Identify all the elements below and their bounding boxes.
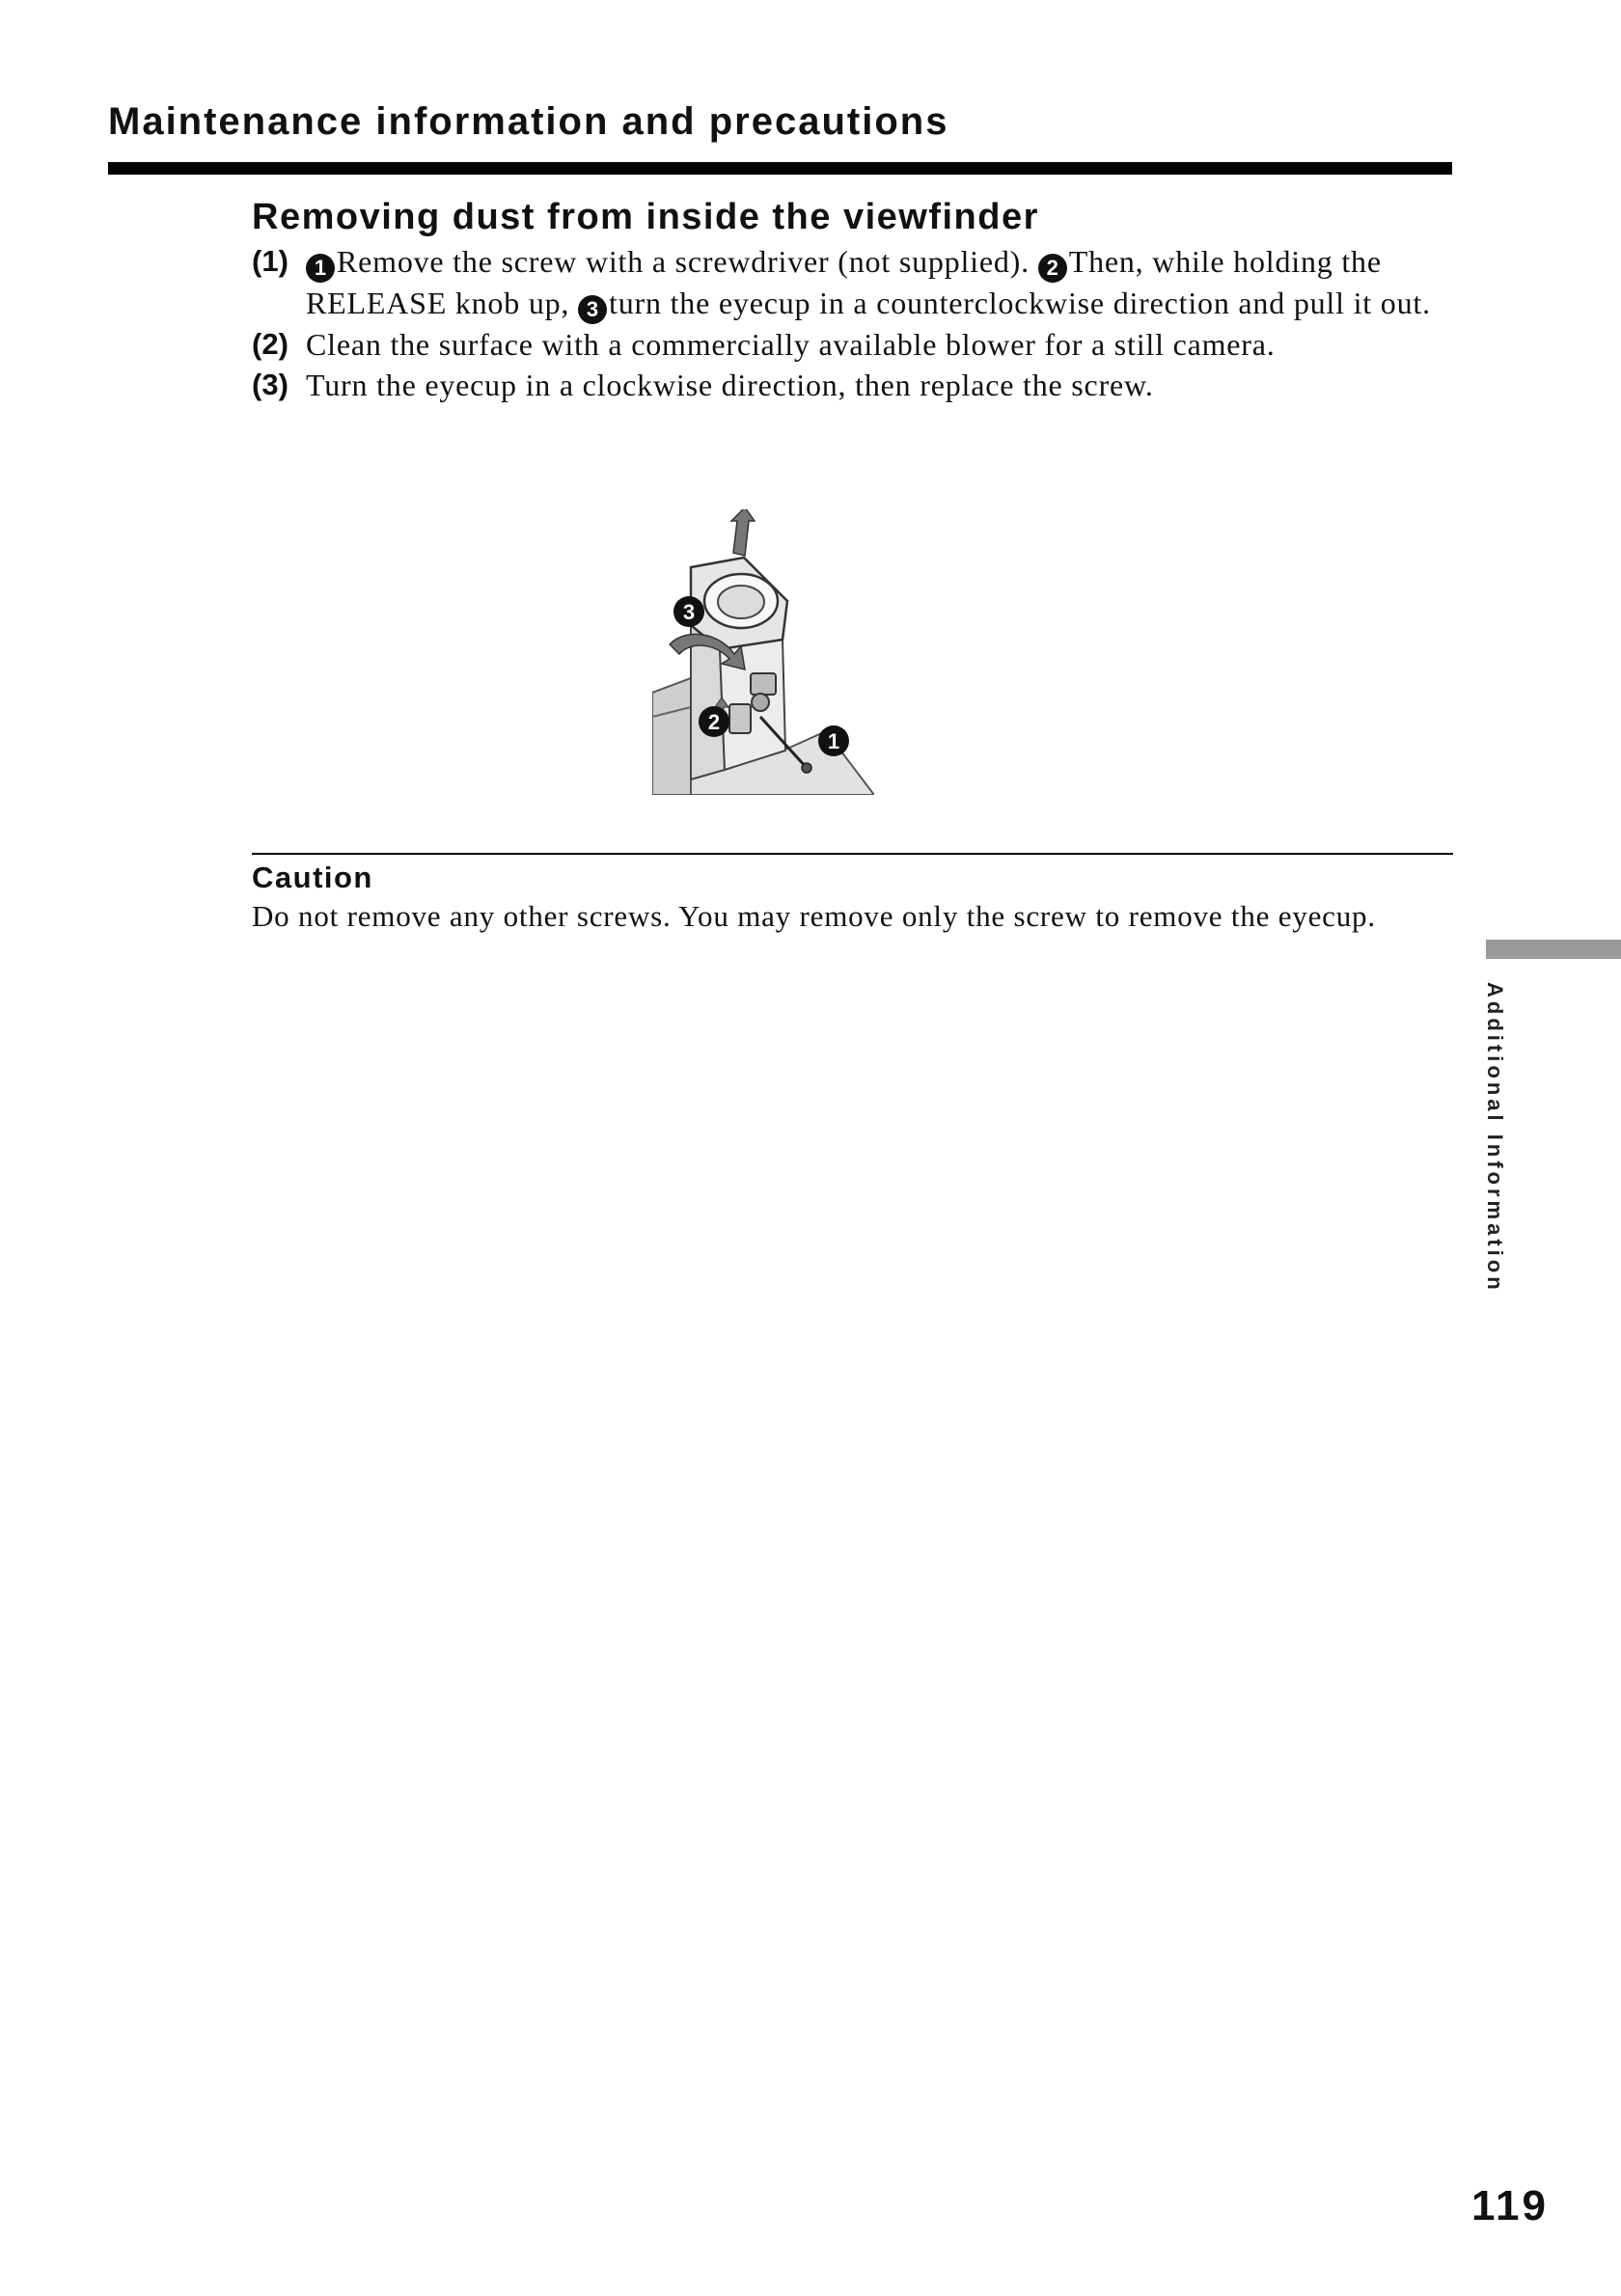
viewfinder-illustration <box>652 509 874 795</box>
page-number: 119 <box>1471 2182 1549 2229</box>
svg-text:3: 3 <box>682 600 696 624</box>
caution-text: Do not remove any other screws. You may remove only the screw to remove the eyecup. <box>252 899 1376 933</box>
step-text: Then, while holding the RELEASE knob up, <box>306 244 1382 320</box>
caution-heading: Caution <box>252 861 373 894</box>
step-number: (2) <box>252 327 288 361</box>
callout-1-icon <box>818 725 849 756</box>
header-rule <box>108 162 1452 175</box>
callout-3-icon: 3 <box>578 295 607 324</box>
step-text: Turn the eyecup in a clockwise direction, then replace the screw. <box>306 368 1154 402</box>
step-2 <box>252 324 1458 365</box>
step-1 <box>252 241 1458 324</box>
svg-text:2: 2 <box>707 710 721 734</box>
caution-divider <box>252 853 1453 855</box>
callout-2-icon: 2 <box>1038 254 1067 283</box>
svg-text:1: 1 <box>827 729 840 753</box>
step-text: turn the eyecup in a counterclockwise direction and pull it out. <box>609 286 1431 320</box>
steps-list <box>252 241 1458 405</box>
step-text: Remove the screw with a screwdriver (not supplied). <box>337 244 1038 279</box>
step-3 <box>252 365 1458 405</box>
section-tab-marker <box>1486 940 1621 959</box>
section-heading: Removing dust from inside the viewfinder <box>252 197 1039 237</box>
step-number: (3) <box>252 368 288 401</box>
step-text: Clean the surface with a commercially available blower for a still camera. <box>306 327 1276 362</box>
step-number: (1) <box>252 244 288 278</box>
callout-3-icon <box>673 596 704 627</box>
callout-1-icon: 1 <box>306 254 335 283</box>
page-title: Maintenance information and precautions <box>108 100 949 143</box>
callout-2-icon <box>699 706 729 737</box>
section-side-label: Additional Information <box>1483 982 1507 1294</box>
